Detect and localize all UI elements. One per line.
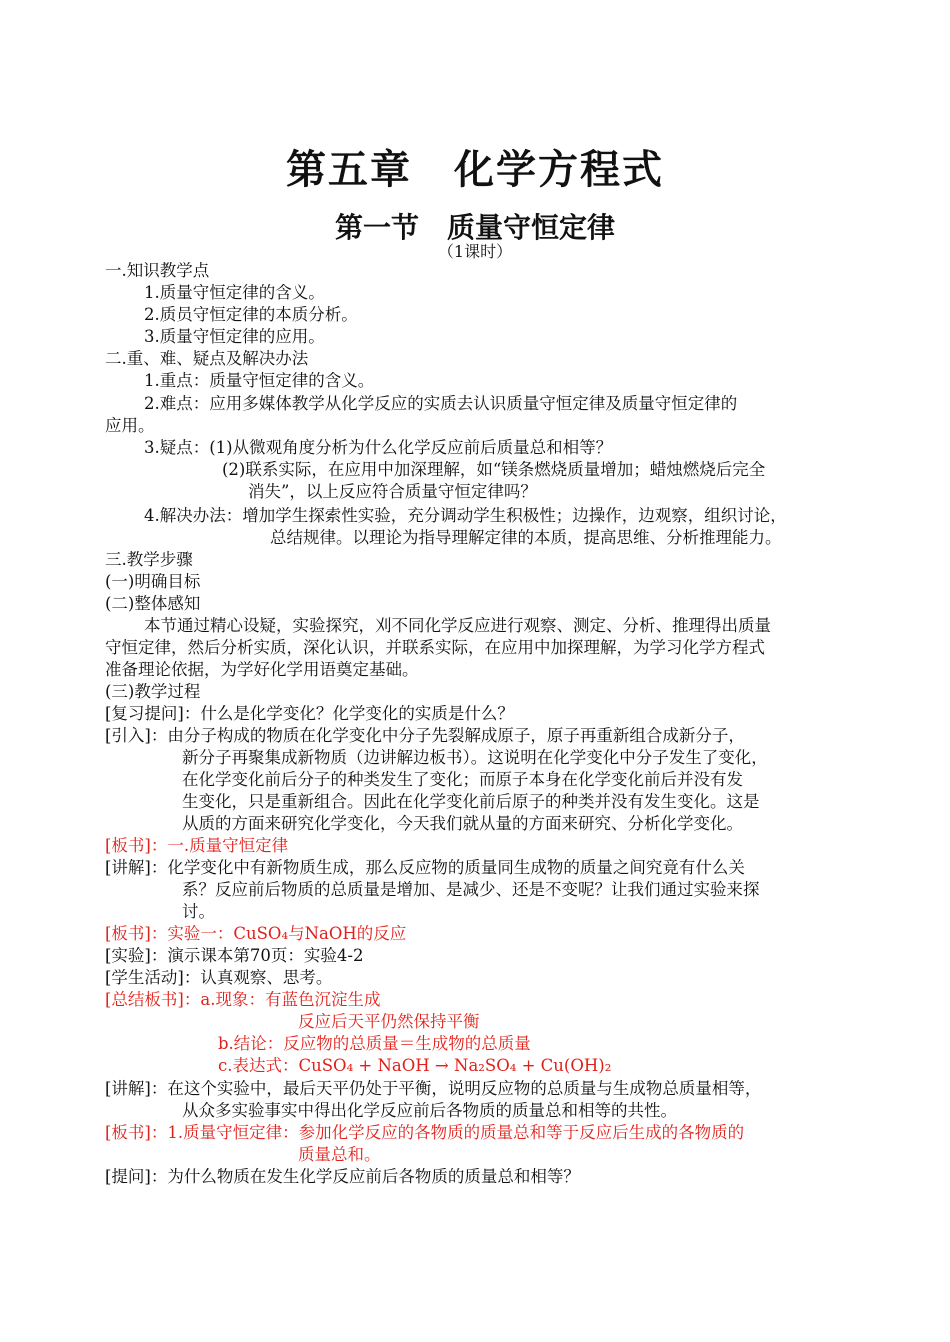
board-note: b.结论：反应物的总质量＝生成物的总质量 — [218, 1034, 531, 1053]
class-hours: （1课时） — [437, 242, 513, 261]
text-line: 消失”，以上反应符合质量守恒定律吗？ — [248, 482, 537, 501]
text-line: (一)明确目标 — [105, 572, 201, 591]
text-line: [讲解]：化学变化中有新物质生成，那么反应物的质量同生成物的质量之间究竟有什么关 — [105, 858, 745, 877]
text-line: (二)整体感知 — [105, 594, 201, 613]
board-note: [总结板书]：a.现象：有蓝色沉淀生成 — [105, 990, 381, 1009]
chapter-title: 第五章 化学方程式 — [286, 147, 664, 193]
text-line: 4.解决办法：增加学生探索性实验，充分调动学生积极性；边操作，边观察，组织讨论， — [144, 506, 787, 525]
board-note: 质量总和。 — [298, 1145, 381, 1164]
text-line: 在化学变化前后分子的种类发生了变化；而原子本身在化学变化前后并没有发 — [182, 770, 743, 789]
heading-knowledge: 一.知识教学点 — [105, 261, 210, 280]
text-line: 讨。 — [182, 902, 215, 921]
board-equation: c.表达式：CuSO₄ + NaOH → Na₂SO₄ + Cu(OH)₂ — [218, 1056, 612, 1075]
text-line: 1.质量守恒定律的含义。 — [144, 283, 325, 302]
board-note: [板书]：一.质量守恒定律 — [105, 836, 289, 855]
text-line: [学生活动]：认真观察、思考。 — [105, 968, 333, 987]
text-line: 1.重点：质量守恒定律的含义。 — [144, 371, 375, 390]
text-line: 从众多实验事实中得出化学反应前后各物质的质量总和相等的共性。 — [182, 1101, 677, 1120]
text-line: [实验]：演示课本第70页：实验4-2 — [105, 946, 364, 965]
heading-key-points: 二.重、难、疑点及解决办法 — [105, 349, 309, 368]
text-line: [讲解]：在这个实验中，最后天平仍处于平衡，说明反应物的总质量与生成物总质量相等， — [105, 1079, 762, 1098]
section-title: 第一节 质量守恒定律 — [334, 211, 615, 244]
heading-steps: 三.教学步骤 — [105, 550, 193, 569]
text-line: 本节通过精心设疑，实验探究，刈不同化学反应进行观察、测定、分析、推理得出质量 — [144, 616, 771, 635]
text-line: 系？反应前后物质的总质量是增加、是减少、还是不变呢？让我们通过实验来探 — [182, 880, 760, 899]
text-line: 2.难点：应用多媒体教学从化学反应的实质去认识质量守恒定律及质量守恒定律的 — [144, 394, 738, 413]
board-note: [板书]：实验一：CuSO₄与NaOH的反应 — [105, 924, 407, 943]
text-line: 总结规律。以理论为指导理解定律的本质，提高思维、分析推理能力。 — [270, 528, 782, 547]
text-line: [提问]：为什么物质在发生化学反应前后各物质的质量总和相等？ — [105, 1167, 580, 1186]
text-line: 新分子再聚集成新物质（边讲解边板书）。这说明在化学变化中分子发生了变化， — [182, 748, 768, 767]
text-line: 生变化，只是重新组合。因此在化学变化前后原子的种类并没有发生变化。这是 — [182, 792, 760, 811]
board-note: [板书]：1.质量守恒定律：参加化学反应的各物质的质量总和等于反应后生成的各物质的 — [105, 1123, 745, 1142]
text-line: 从质的方面来研究化学变化，今天我们就从量的方面来研究、分析化学变化。 — [182, 814, 743, 833]
text-line: 2.质员守恒定律的本质分析。 — [144, 305, 358, 324]
text-line: 3.质量守恒定律的应用。 — [144, 327, 325, 346]
text-line: [引入]：由分子构成的物质在化学变化中分子先裂解成原子，原子再重新组合成新分子， — [105, 726, 745, 745]
text-line: (2)联系实际，在应用中加深理解，如“镁条燃烧质量增加；蜡烛燃烧后完全 — [222, 460, 766, 479]
text-line: 3.疑点：(1)从微观角度分析为什么化学反应前后质量总和相等？ — [144, 438, 613, 457]
text-line: [复习提问]：什么是化学变化？化学变化的实质是什么？ — [105, 704, 514, 723]
text-line: 应用。 — [105, 416, 155, 435]
text-line: 守恒定律，然后分析实质，深化认识，并联系实际，在应用中加探理解，为学习化学方程式 — [105, 638, 765, 657]
text-line: 准备理论依据，为学好化学用语奠定基础。 — [105, 660, 419, 679]
text-line: (三)教学过程 — [105, 682, 201, 701]
board-note: 反应后天平仍然保持平衡 — [298, 1012, 480, 1031]
